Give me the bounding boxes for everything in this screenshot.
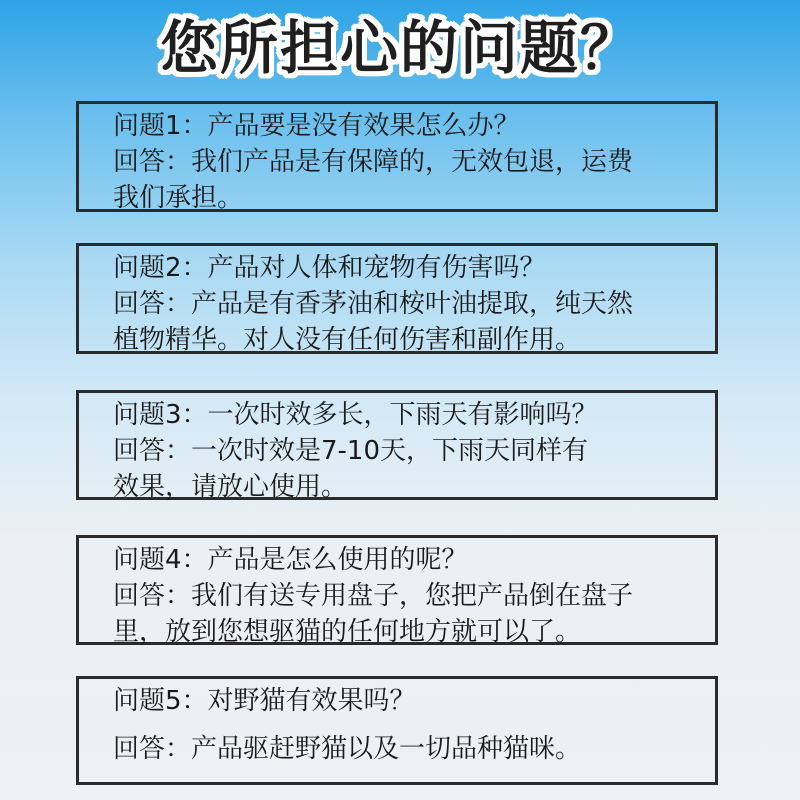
faq-answer-line: 回答：一次时效是7-10天，下雨天同样有 (113, 436, 589, 466)
faq-answer-line: 里，放到您想驱猫的任何地方就可以了。 (113, 617, 582, 647)
faq-answer-line: 回答：我们产品是有保障的，无效包退，运费 (113, 147, 634, 177)
faq-item-3 (76, 390, 718, 500)
faq-item-5 (76, 676, 718, 785)
faq-question: 问题2：产品对人体和宠物有伤害吗？ (113, 253, 546, 283)
faq-answer-line: 植物精华。对人没有任何伤害和副作用。 (113, 325, 582, 355)
faq-question: 问题1：产品要是没有效果怎么办？ (113, 111, 520, 141)
faq-item-2 (76, 243, 718, 354)
faq-answer-line: 回答：产品是有香茅油和桉叶油提取，纯天然 (113, 289, 634, 319)
faq-question: 问题5：对野猫有效果吗？ (113, 686, 416, 716)
faq-answer-line: 回答：我们有送专用盘子，您把产品倒在盘子 (113, 581, 634, 611)
page-title: 您所担心的问题？ (159, 14, 640, 82)
faq-item-1 (76, 101, 718, 212)
faq-answer-line: 我们承担。 (113, 183, 244, 213)
faq-question: 问题3：一次时效多长，下雨天有影响吗？ (113, 400, 598, 430)
faq-answer-line: 效果，请放心使用。 (113, 472, 348, 502)
faq-item-4 (76, 535, 718, 645)
faq-question: 问题4：产品是怎么使用的呢？ (113, 545, 468, 575)
faq-answer-line: 回答：产品驱赶野猫以及一切品种猫咪。 (113, 734, 582, 764)
